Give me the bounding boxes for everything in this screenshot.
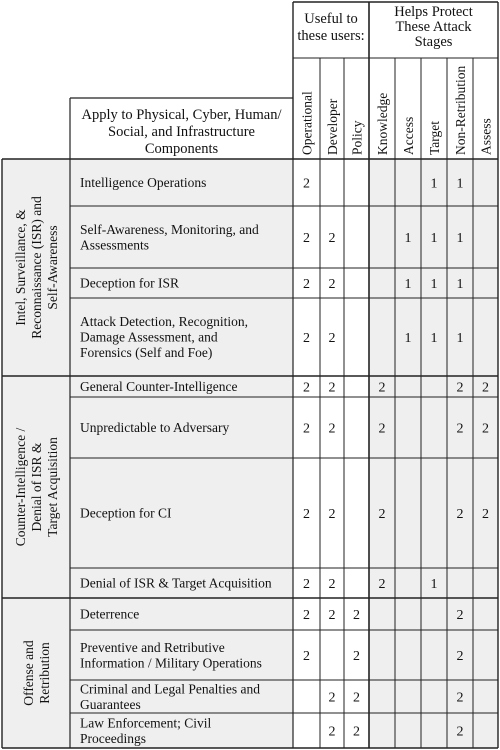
apply-components-heading: Apply to Physical, Cyber, Human/ xyxy=(81,107,282,123)
cell-value: 2 xyxy=(378,507,386,522)
attack-stage-shading xyxy=(369,159,498,748)
column-header-assess: Assess xyxy=(478,118,494,155)
cell-value: 2 xyxy=(456,724,464,740)
cell-value: 2 xyxy=(328,421,336,437)
cell-value: 2 xyxy=(353,649,360,664)
cell-value: 2 xyxy=(303,507,310,522)
cell-value: 1 xyxy=(456,331,464,346)
cell-value: 1 xyxy=(404,231,412,246)
cell-value: 2 xyxy=(328,231,336,246)
row-label: Guarantees xyxy=(80,696,141,712)
cell-value: 1 xyxy=(430,577,438,592)
row-label: Preventive and Retributive xyxy=(80,639,225,655)
cell-value: 2 xyxy=(303,277,310,292)
cell-value: 2 xyxy=(456,608,464,623)
column-header-policy: Policy xyxy=(349,120,365,155)
group-label: Self-Awareness xyxy=(45,225,60,310)
useful-users-heading: these users: xyxy=(297,28,365,44)
cell-value: 1 xyxy=(430,231,438,246)
row-label: Criminal and Legal Penalties and xyxy=(80,681,260,697)
cell-value: 1 xyxy=(430,277,438,292)
apply-components-heading: Components xyxy=(144,141,219,157)
column-header-target: Target xyxy=(427,120,442,155)
group-label: Reconnaissance (ISR) and xyxy=(29,196,44,339)
cell-value: 1 xyxy=(456,176,464,192)
row-label: Forensics (Self and Foe) xyxy=(80,345,213,360)
attack-stages-heading: These Attack xyxy=(395,19,472,35)
column-header-operational: Operational xyxy=(299,91,315,155)
row-label: General Counter-Intelligence xyxy=(80,379,238,394)
group-label: Retribution xyxy=(37,642,52,704)
row-label: Information / Military Operations xyxy=(80,655,262,671)
cell-value: 2 xyxy=(303,176,310,192)
cell-value: 2 xyxy=(456,690,464,706)
column-header-developer: Developer xyxy=(325,98,340,155)
cell-value: 2 xyxy=(482,380,489,396)
cell-value: 1 xyxy=(430,331,438,346)
cell-value: 2 xyxy=(482,507,489,522)
useful-users-heading: Useful to xyxy=(304,11,358,27)
cell-value: 2 xyxy=(303,331,310,346)
cell-value: 2 xyxy=(353,690,360,706)
cell-value: 2 xyxy=(378,421,386,437)
cell-value: 2 xyxy=(328,507,336,522)
attack-stages-heading: Stages xyxy=(414,34,453,50)
row-label: Proceedings xyxy=(80,730,146,746)
row-label: Deception for CI xyxy=(80,505,172,521)
row-label: Damage Assessment, and xyxy=(80,329,218,345)
column-header-access: Access xyxy=(401,116,416,155)
cell-value: 2 xyxy=(328,724,336,740)
cell-value: 2 xyxy=(353,608,360,623)
cell-value: 2 xyxy=(456,380,464,396)
row-label: Assessments xyxy=(80,237,150,253)
cell-value: 1 xyxy=(404,331,412,346)
cell-value: 2 xyxy=(328,608,336,623)
row-label: Self-Awareness, Monitoring, and xyxy=(80,221,259,237)
apply-components-heading: Social, and Infrastructure xyxy=(108,124,255,140)
cell-value: 2 xyxy=(328,331,336,346)
row-label: Law Enforcement; Civil xyxy=(80,715,212,731)
cell-value: 1 xyxy=(456,231,464,246)
cell-value: 2 xyxy=(303,421,310,437)
row-label: Denial of ISR & Target Acquisition xyxy=(80,575,272,591)
cell-value: 2 xyxy=(328,690,336,706)
group-label: Counter-Intelligence / xyxy=(13,427,28,547)
row-label: Unpredictable to Adversary xyxy=(80,420,230,435)
cell-value: 2 xyxy=(353,724,360,740)
cell-value: 2 xyxy=(303,231,310,246)
group-label: Denial of ISR & xyxy=(29,442,44,532)
cell-value: 2 xyxy=(303,577,310,592)
column-header-knowledge: Knowledge xyxy=(375,92,390,155)
cell-value: 2 xyxy=(328,277,336,292)
cell-value: 2 xyxy=(303,649,310,664)
row-label: Attack Detection, Recognition, xyxy=(80,314,248,329)
cell-value: 2 xyxy=(378,577,386,592)
cell-value: 2 xyxy=(456,649,464,664)
row-label: Intelligence Operations xyxy=(80,175,207,190)
group-label: Target Acquisition xyxy=(45,437,60,537)
cell-value: 1 xyxy=(404,277,412,292)
cell-value: 1 xyxy=(430,176,438,192)
group-label: Offense and xyxy=(21,640,36,706)
cell-value: 2 xyxy=(328,577,336,592)
attack-stages-heading: Helps Protect xyxy=(394,4,473,20)
cell-value: 2 xyxy=(303,608,310,623)
cell-value: 2 xyxy=(328,380,336,396)
group-label: Intel, Surveillance, & xyxy=(13,209,28,326)
row-label: Deception for ISR xyxy=(80,275,179,291)
cell-value: 2 xyxy=(456,507,464,522)
cell-value: 2 xyxy=(456,421,464,437)
cell-value: 2 xyxy=(482,421,489,437)
row-label: Deterrence xyxy=(80,606,140,622)
column-header-non-retribution: Non-Retribution xyxy=(453,65,468,155)
cell-value: 2 xyxy=(378,380,386,396)
cell-value: 1 xyxy=(456,277,464,292)
cell-value: 2 xyxy=(303,380,310,396)
